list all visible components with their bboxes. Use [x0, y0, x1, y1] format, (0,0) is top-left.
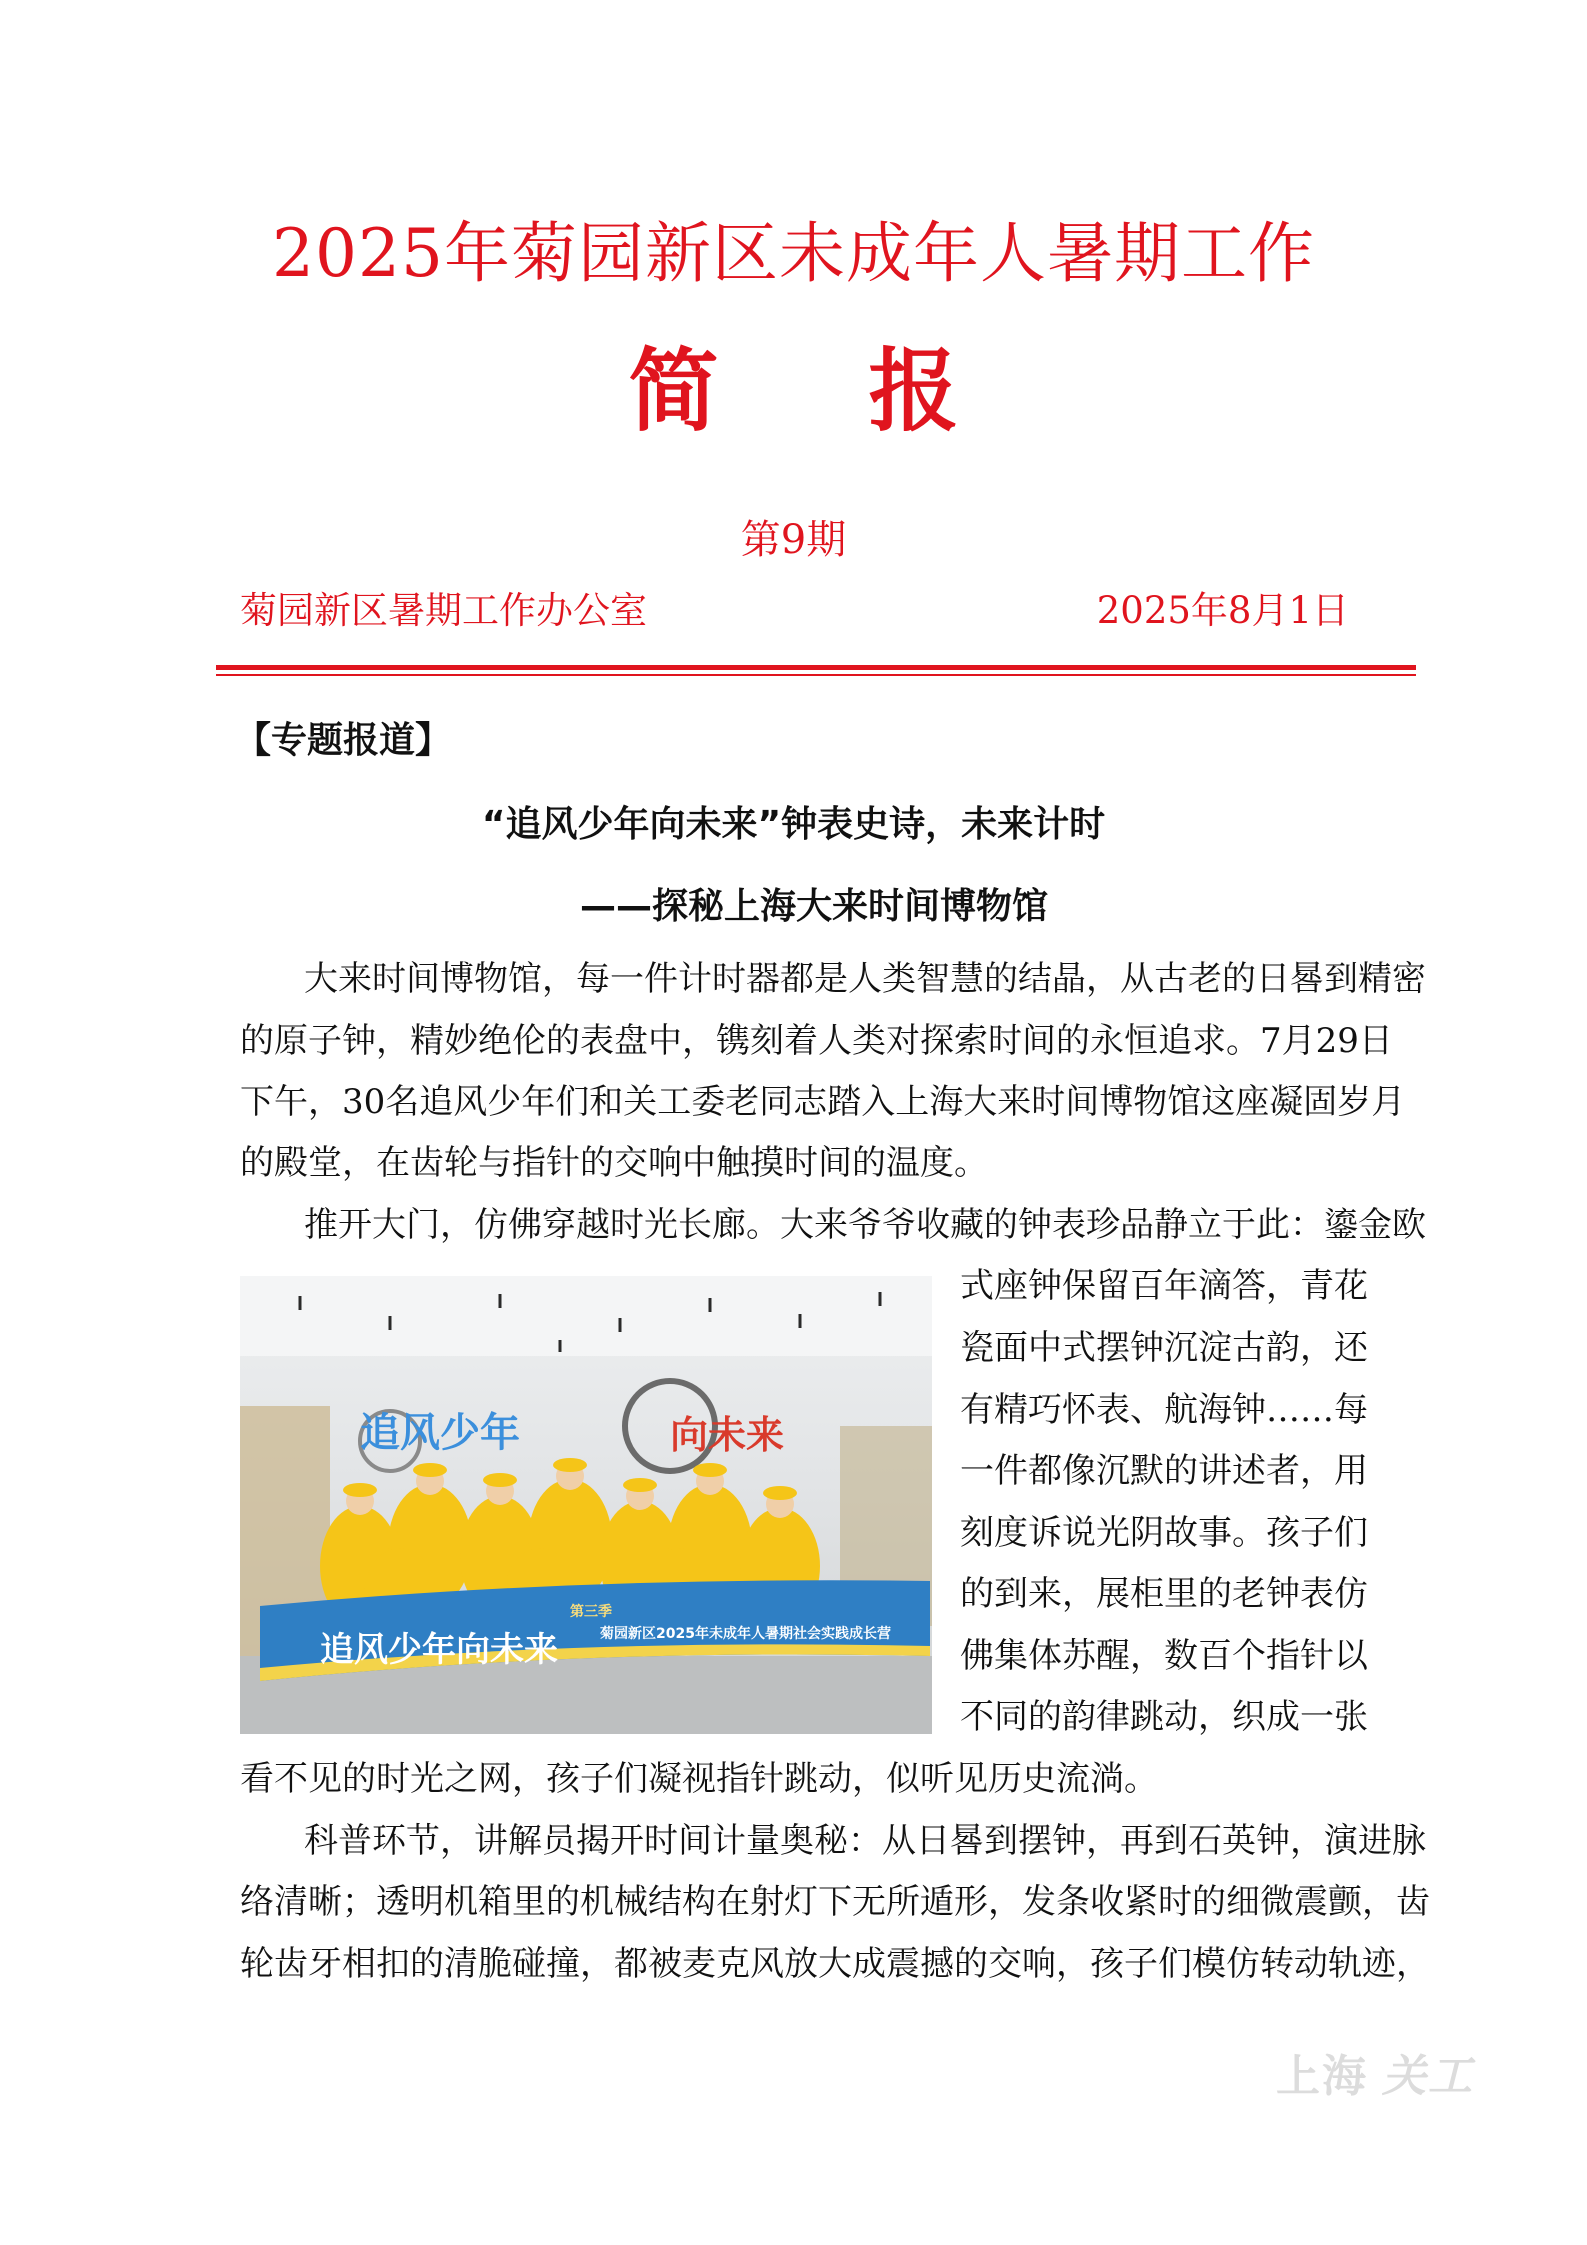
issue-number: 第9期 [740, 517, 847, 563]
publisher-office: 菊园新区暑期工作办公室 [240, 589, 647, 632]
article-title: “追风少年向未来”钟表史诗，未来计时 [481, 804, 1106, 845]
paragraph-line: 下午，30名追风少年们和关工委老同志踏入上海大来时间博物馆这座凝固岁月 [240, 1082, 1406, 1122]
publish-date: 2025年8月1日 [1096, 589, 1349, 632]
newsletter-subtitle: 简报 [628, 338, 1109, 444]
paragraph-line: 一件都像沉默的讲述者，用 [960, 1451, 1368, 1491]
banner-caption-text: 菊园新区2025年未成年人暑期社会实践成长营 [600, 1626, 891, 1642]
sign-left-text: 追风少年 [360, 1410, 520, 1456]
paragraph-line: 瓷面中式摆钟沉淀古韵，还 [960, 1328, 1368, 1368]
banner-main-text: 追风少年向未来 [320, 1630, 558, 1670]
paragraph-line: 大来时间博物馆，每一件计时器都是人类智慧的结晶，从古老的日晷到精密 [304, 959, 1426, 999]
paragraph-line: 科普环节，讲解员揭开时间计量奥秘：从日晷到摆钟，再到石英钟，演进脉 [304, 1821, 1426, 1861]
paragraph-line: 刻度诉说光阴故事。孩子们 [960, 1513, 1368, 1553]
article-subtitle: ——探秘上海大来时间博物馆 [580, 886, 1049, 927]
paragraph-line: 有精巧怀表、航海钟……每 [960, 1390, 1368, 1430]
paragraph-line: 不同的韵律跳动，织成一张 [960, 1697, 1368, 1737]
header-divider-thick [216, 665, 1416, 670]
paragraph-line: 佛集体苏醒，数百个指针以 [960, 1636, 1368, 1676]
newsletter-title: 2025年菊园新区未成年人暑期工作 [272, 215, 1315, 292]
paragraph-line: 的到来，展柜里的老钟表仿 [960, 1574, 1368, 1614]
section-label: 【专题报道】 [235, 720, 452, 761]
header-divider-thin [216, 674, 1416, 676]
paragraph-line: 轮齿牙相扣的清脆碰撞，都被麦克风放大成震撼的交响，孩子们模仿转动轨迹， [240, 1944, 1430, 1984]
paragraph-line: 的殿堂，在齿轮与指针的交响中触摸时间的温度。 [240, 1143, 988, 1183]
paragraph-line: 络清晰；透明机箱里的机械结构在射灯下无所遁形，发条收紧时的细微震颤，齿 [240, 1882, 1430, 1922]
paragraph-line: 看不见的时光之网，孩子们凝视指针跳动，似听见历史流淌。 [240, 1759, 1158, 1799]
banner-season-text: 第三季 [570, 1604, 612, 1620]
paragraph-line: 推开大门，仿佛穿越时光长廊。大来爷爷收藏的钟表珍品静立于此：鎏金欧 [304, 1205, 1426, 1245]
watermark-left: 上海 [1276, 2051, 1368, 2102]
group-photo-illustration [240, 1276, 932, 1734]
paragraph-line: 式座钟保留百年滴答，青花 [960, 1266, 1368, 1306]
watermark-logo [1276, 2040, 1474, 2104]
watermark-right: 关工 [1382, 2051, 1474, 2102]
group-photo [240, 1276, 932, 1734]
paragraph-line: 的原子钟，精妙绝伦的表盘中，镌刻着人类对探索时间的永恒追求。7月29日 [240, 1021, 1393, 1061]
sign-right-text: 向未来 [670, 1413, 785, 1457]
